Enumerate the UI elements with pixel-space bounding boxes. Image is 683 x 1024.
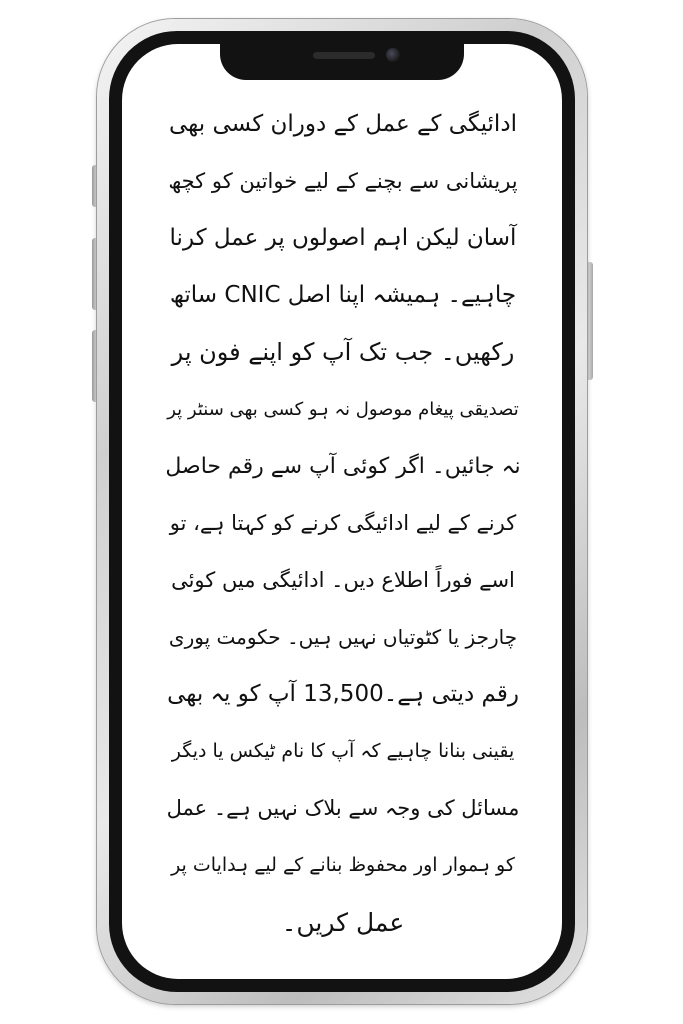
text-line: نہ جائیں۔ اگر کوئی آپ سے رقم حاصل xyxy=(165,454,521,479)
text-line: پریشانی سے بچنے کے لیے خواتین کو کچھ xyxy=(168,169,518,193)
article-text xyxy=(165,96,521,951)
text-line: رکھیں۔ جب تک آپ کو اپنے فون پر xyxy=(171,338,515,366)
text-line: ادائیگی کے عمل کے دوران کسی بھی xyxy=(169,111,517,137)
text-line: کرنے کے لیے ادائیگی کرنے کو کہتا ہے، تو xyxy=(169,511,517,535)
text-line: کو ہموار اور محفوظ بنانے کے لیے ہدایات پر xyxy=(171,854,515,876)
text-line: رقم دیتی ہے۔13,500 آپ کو یہ بھی xyxy=(167,681,519,707)
earpiece-speaker xyxy=(313,52,375,59)
text-line: چارجز یا کٹوتیاں نہیں ہیں۔ حکومت پوری xyxy=(168,625,518,649)
text-line: تصدیقی پیغام موصول نہ ہو کسی بھی سنٹر پر xyxy=(167,399,519,420)
text-line: عمل کریں۔ xyxy=(281,908,405,937)
text-line: یقینی بنانا چاہیے کہ آپ کا نام ٹیکس یا دیگر xyxy=(171,740,515,762)
front-camera-icon xyxy=(386,48,400,62)
text-line: چاہیے۔ ہمیشہ اپنا اصل CNIC ساتھ xyxy=(169,282,517,308)
text-line: مسائل کی وجہ سے بلاک نہیں ہے۔ عمل xyxy=(166,796,520,820)
text-line: اسے فوراً اطلاع دیں۔ ادائیگی میں کوئی xyxy=(171,568,515,592)
phone-notch xyxy=(220,42,464,80)
text-line: آسان لیکن اہم اصولوں پر عمل کرنا xyxy=(169,225,517,251)
